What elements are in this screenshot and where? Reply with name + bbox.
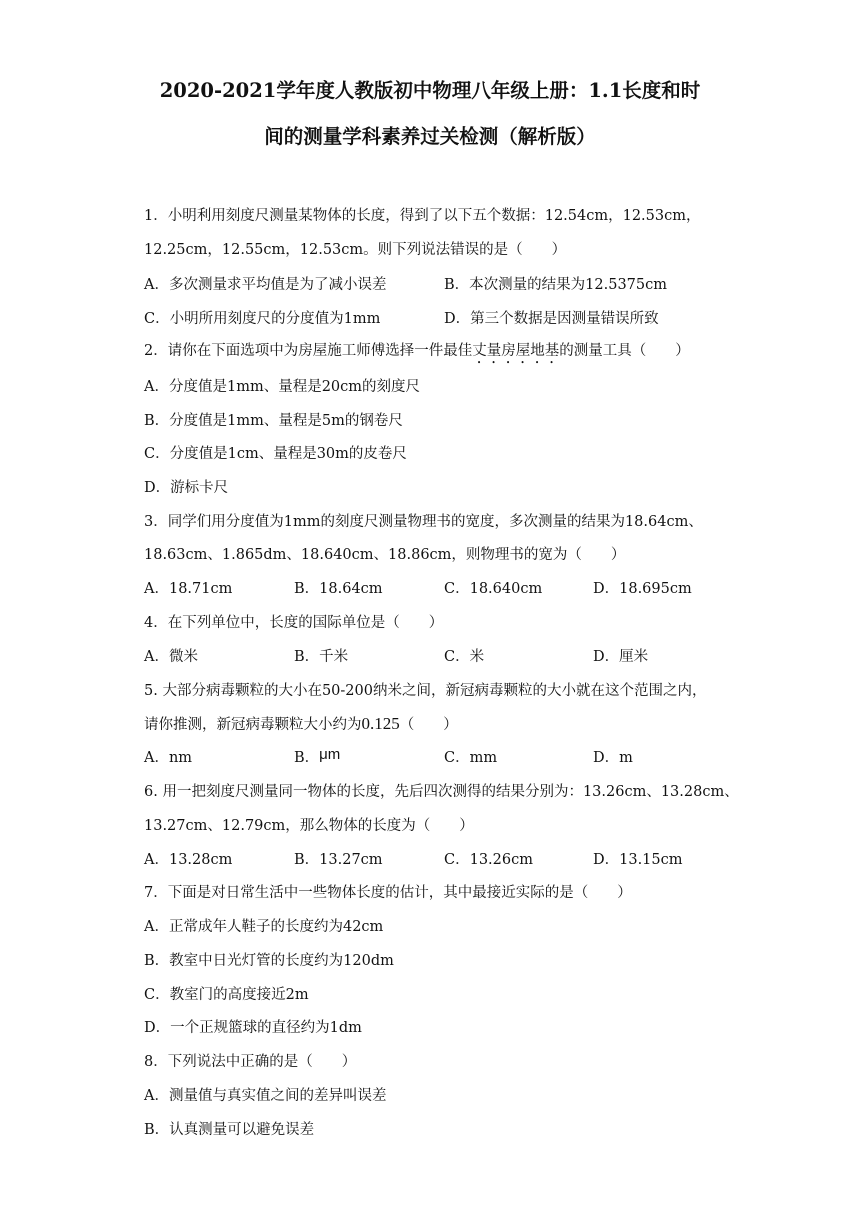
question-5-option-b-label: B．: [294, 750, 320, 766]
question-5-option-a: A．nm: [144, 750, 193, 766]
question-7-option-d: D．一个正规篮球的直径约为1dm: [144, 1020, 362, 1036]
question-6-option-b: B．13.27cm: [294, 852, 383, 868]
question-7-option-c: C．教室门的高度接近2m: [144, 987, 309, 1003]
question-5-option-b-unit: μm: [319, 746, 341, 763]
question-5-option-b: [294, 748, 340, 768]
question-4-option-a: A．微米: [144, 649, 198, 665]
document-title: [100, 68, 760, 160]
question-6-option-d: D．13.15cm: [593, 852, 683, 868]
question-2-emphasis: 丈量房屋地基: [472, 343, 560, 359]
question-1-line-2: 12.25cm，12.55cm，12.53cm。则下列说法错误的是（ ）: [144, 242, 567, 258]
question-4-option-d: D．厘米: [593, 649, 649, 665]
question-3-line-1: 3．同学们用分度值为1mm的刻度尺测量物理书的宽度，多次测量的结果为18.64cm、: [144, 514, 703, 530]
question-5-bracket: （ ）: [399, 717, 458, 733]
question-5-line-2-text: 请你推测，新冠病毒颗粒大小约为: [144, 717, 362, 733]
title-line-1: 2020-2021学年度人教版初中物理八年级上册：1.1长度和时: [159, 79, 701, 102]
question-1-line-1: 1．小明利用刻度尺测量某物体的长度，得到了以下五个数据：12.54cm，12.53cm，: [144, 208, 701, 224]
question-8-option-b: B．认真测量可以避免误差: [144, 1122, 315, 1138]
question-2-stem: [144, 341, 690, 367]
question-4-option-b: B．千米: [294, 649, 349, 665]
question-6-line-2: 13.27cm、12.79cm，那么物体的长度为（ ）: [144, 818, 474, 834]
question-6-option-a: A．13.28cm: [144, 852, 233, 868]
question-3-option-a: A．18.71cm: [144, 581, 233, 597]
question-7-line-1: 7．下面是对日常生活中一些物体长度的估计，其中最接近实际的是（ ）: [144, 885, 632, 901]
question-5-value: 0.125: [361, 714, 400, 733]
question-7-option-a: A．正常成年人鞋子的长度约为42cm: [144, 919, 384, 935]
question-2-option-a: A．分度值是1mm、量程是20cm的刻度尺: [144, 379, 421, 395]
question-2-option-b: B．分度值是1mm、量程是5m的钢卷尺: [144, 413, 403, 429]
question-3-option-c: C．18.640cm: [444, 581, 543, 597]
question-5-line-1: 5. 大部分病毒颗粒的大小在50-200纳米之间，新冠病毒颗粒的大小就在这个范围之内，: [144, 683, 707, 699]
question-8-line-1: 8．下列说法中正确的是（ ）: [144, 1054, 357, 1070]
question-1-option-d: D．第三个数据是因测量错误所致: [444, 311, 659, 327]
question-5-line-2: [144, 714, 458, 735]
question-8-option-a: A．测量值与真实值之间的差异叫误差: [144, 1088, 387, 1104]
question-4-line-1: 4．在下列单位中，长度的国际单位是（ ）: [144, 615, 444, 631]
question-2-option-c: C．分度值是1cm、量程是30m的皮卷尺: [144, 446, 407, 462]
question-3-line-2: 18.63cm、1.865dm、18.640cm、18.86cm，则物理书的宽为（ ）: [144, 547, 626, 563]
question-4-option-c: C．米: [444, 649, 485, 665]
question-5-option-d: D．m: [593, 750, 633, 766]
question-2-option-d: D．游标卡尺: [144, 480, 229, 496]
question-1-option-c: C．小明所用刻度尺的分度值为1mm: [144, 311, 381, 327]
question-6-line-1: 6. 用一把刻度尺测量同一物体的长度，先后四次测得的结果分别为：13.26cm、13.28cm、: [144, 784, 739, 800]
title-line-2: 间的测量学科素养过关检测（解析版）: [264, 125, 596, 148]
question-2-stem-part-1: 2．请你在下面选项中为房屋施工师傅选择一件最佳: [144, 343, 473, 359]
question-1-option-a: A．多次测量求平均值是为了减小误差: [144, 277, 387, 293]
question-6-option-c: C．13.26cm: [444, 852, 533, 868]
question-7-option-b: B．教室中日光灯管的长度约为120dm: [144, 953, 394, 969]
question-3-option-d: D．18.695cm: [593, 581, 692, 597]
question-2-stem-part-3: 的测量工具（ ）: [559, 343, 690, 359]
question-3-option-b: B．18.64cm: [294, 581, 383, 597]
question-5-option-c: C．mm: [444, 750, 498, 766]
question-1-option-b: B．本次测量的结果为12.5375cm: [444, 277, 667, 293]
